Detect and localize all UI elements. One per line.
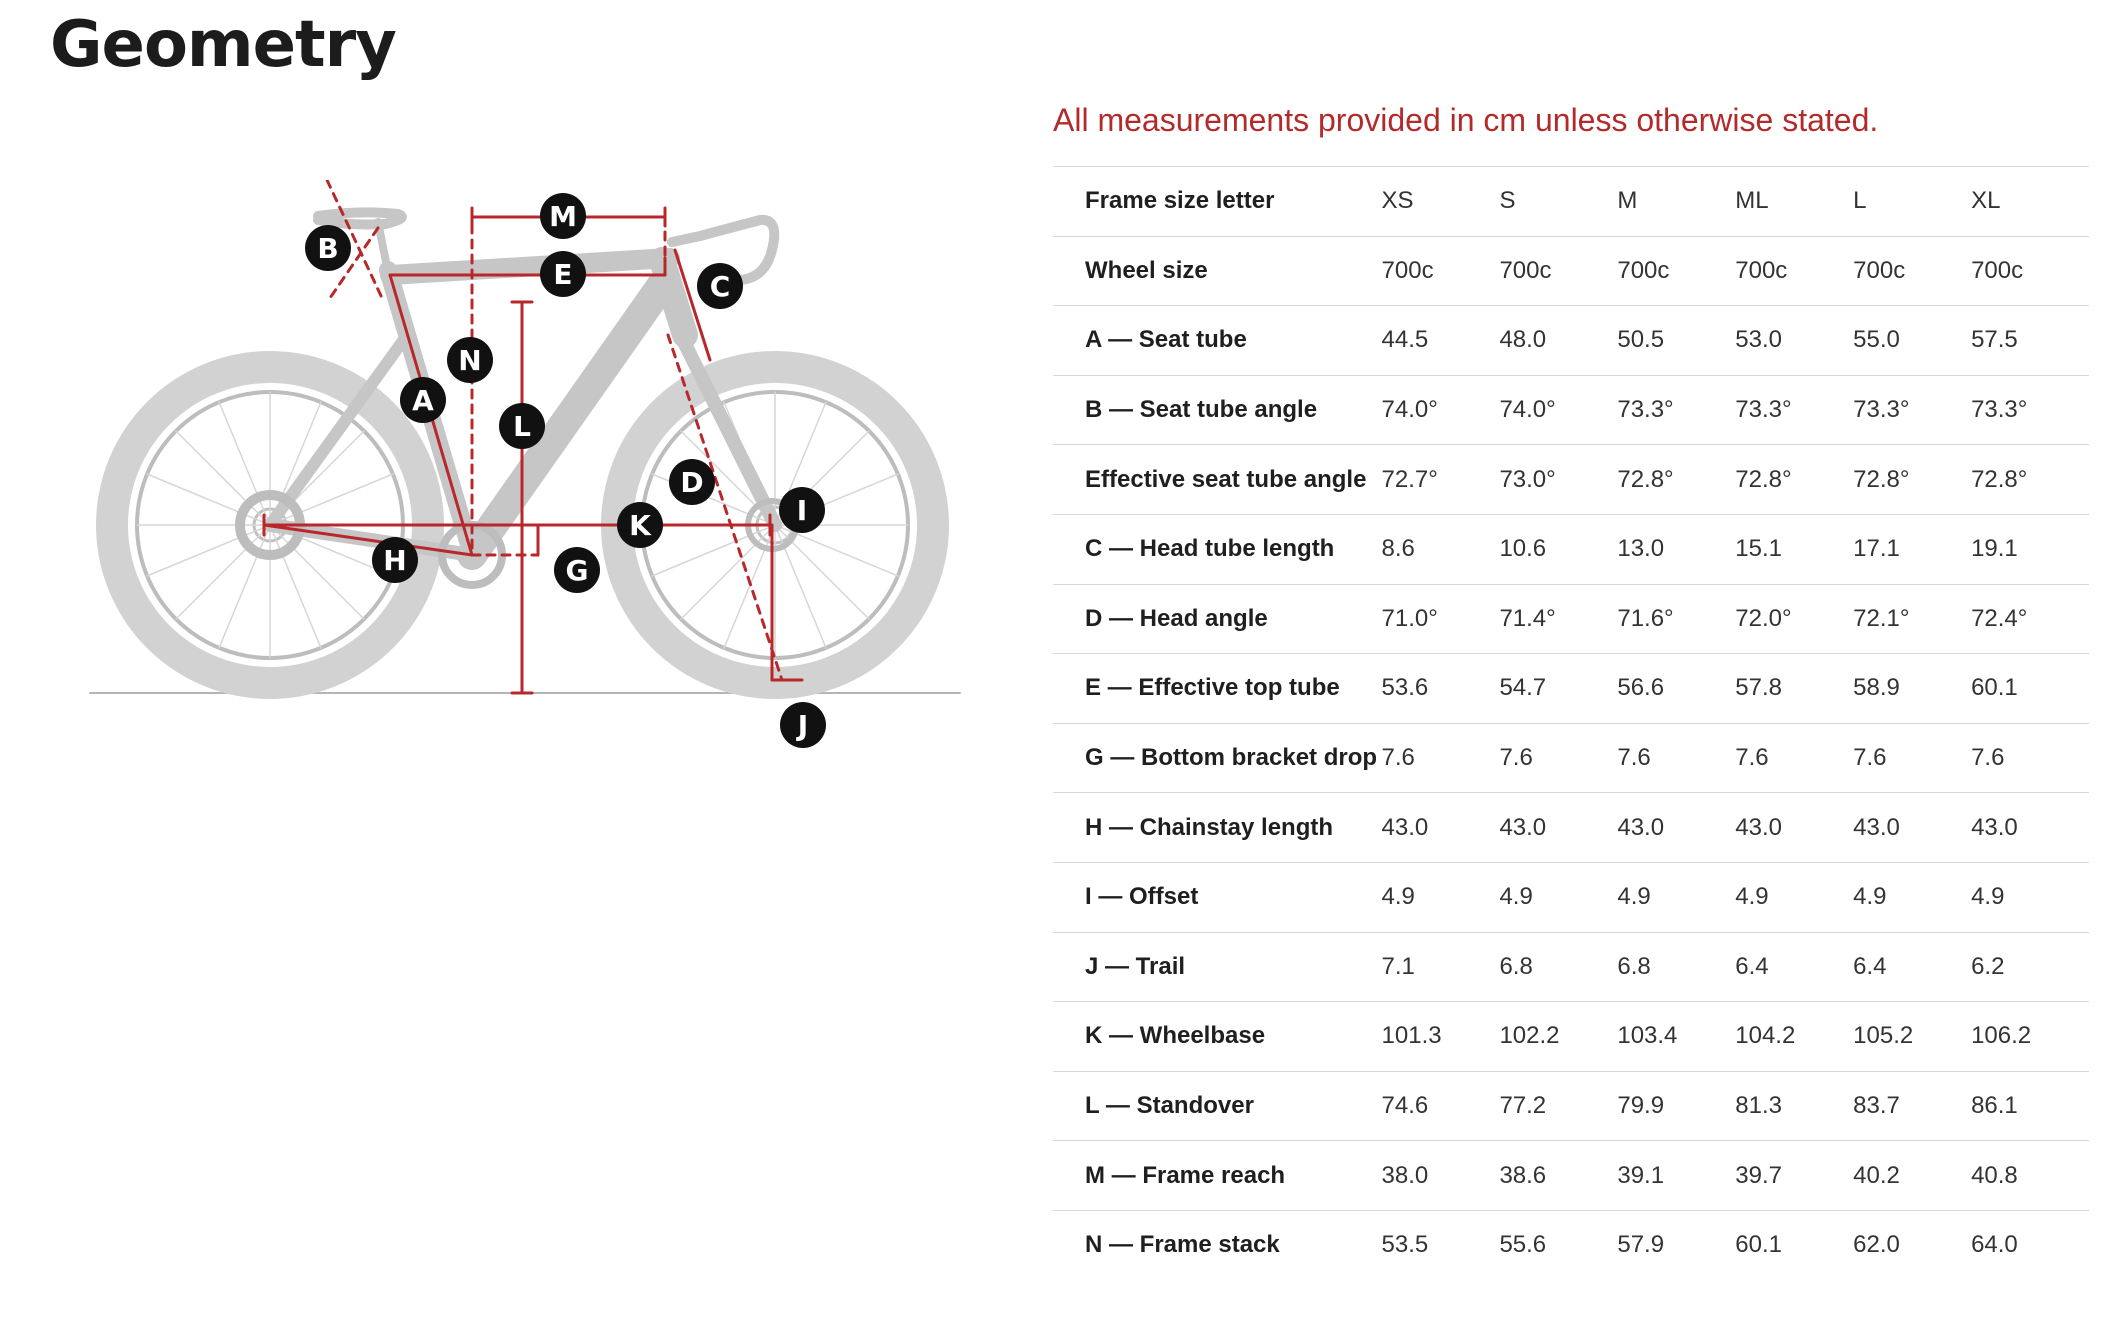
cell-value: 7.6: [1617, 744, 1651, 772]
page-title: Geometry: [50, 8, 396, 82]
cell-value: 77.2: [1499, 1092, 1547, 1120]
cell-value: 7.6: [1381, 744, 1415, 772]
cell-value: 103.4: [1617, 1022, 1678, 1050]
cell-value: 60.1: [1971, 674, 2018, 702]
row-label: G — Bottom bracket drop: [1085, 744, 1378, 772]
cell-value: 74.0°: [1499, 396, 1556, 424]
cell-value: 79.9: [1617, 1092, 1665, 1120]
cell-value: 72.8°: [1853, 465, 1910, 493]
svg-text:N: N: [458, 344, 482, 377]
geometry-table: [1053, 166, 2089, 1280]
marker-l: [499, 403, 545, 449]
cell-value: 6.4: [1735, 952, 1769, 980]
cell-value: 56.6: [1617, 674, 1665, 702]
cell-value: 44.5: [1381, 326, 1429, 354]
table-row: [1053, 654, 2089, 724]
cell-value: 53.0: [1735, 326, 1782, 354]
cell-value: 53.5: [1381, 1231, 1429, 1259]
cell-value: 7.6: [1735, 744, 1769, 772]
size-ml: ML: [1735, 187, 1769, 215]
row-label: D — Head angle: [1085, 604, 1268, 632]
cell-value: 700c: [1735, 256, 1788, 284]
row-label: B — Seat tube angle: [1085, 396, 1318, 424]
table-row: [1053, 306, 2089, 376]
svg-text:G: G: [565, 554, 589, 587]
size-l: L: [1853, 187, 1867, 215]
marker-k: [617, 502, 663, 548]
cell-value: 105.2: [1853, 1022, 1914, 1050]
cell-value: 57.9: [1617, 1231, 1665, 1259]
table-row: [1053, 1002, 2089, 1072]
cell-value: 58.9: [1853, 674, 1900, 702]
row-label: I — Offset: [1085, 883, 1199, 911]
cell-value: 50.5: [1617, 326, 1665, 354]
cell-value: 4.9: [1735, 883, 1769, 911]
marker-e: [540, 251, 586, 297]
cell-value: 10.6: [1499, 535, 1547, 563]
cell-value: 40.8: [1971, 1161, 2018, 1189]
cell-value: 38.6: [1499, 1161, 1547, 1189]
marker-m: [540, 193, 586, 239]
cell-value: 700c: [1499, 256, 1552, 284]
cell-value: 81.3: [1735, 1092, 1782, 1120]
cell-value: 102.2: [1499, 1022, 1560, 1050]
cell-value: 48.0: [1499, 326, 1547, 354]
row-label: E — Effective top tube: [1085, 674, 1340, 702]
cell-value: 106.2: [1971, 1022, 2032, 1050]
svg-text:A: A: [412, 384, 434, 417]
row-label: Effective seat tube angle: [1085, 465, 1367, 493]
marker-i: [779, 487, 825, 533]
table-row: [1053, 793, 2089, 863]
cell-value: 104.2: [1735, 1022, 1796, 1050]
cell-value: 72.0°: [1735, 604, 1792, 632]
cell-value: 73.3°: [1971, 396, 2028, 424]
table-row: [1053, 1071, 2089, 1141]
table-row: [1053, 445, 2089, 515]
cell-value: 73.3°: [1617, 396, 1674, 424]
cell-value: 64.0: [1971, 1231, 2018, 1259]
bike-geometry-diagram: [60, 180, 980, 780]
cell-value: 6.8: [1617, 952, 1651, 980]
cell-value: 6.4: [1853, 952, 1887, 980]
cell-value: 8.6: [1381, 535, 1415, 563]
table-header-row: [1053, 167, 2089, 237]
size-m: M: [1617, 187, 1638, 215]
marker-a: [400, 377, 446, 423]
cell-value: 72.4°: [1971, 604, 2028, 632]
cell-value: 83.7: [1853, 1092, 1900, 1120]
table-row: [1053, 723, 2089, 793]
cell-value: 39.7: [1735, 1161, 1782, 1189]
cell-value: 55.0: [1853, 326, 1900, 354]
cell-value: 55.6: [1499, 1231, 1547, 1259]
cell-value: 700c: [1617, 256, 1670, 284]
cell-value: 72.1°: [1853, 604, 1910, 632]
marker-b: [305, 225, 351, 271]
row-label: K — Wheelbase: [1085, 1022, 1266, 1050]
cell-value: 71.4°: [1499, 604, 1556, 632]
cell-value: 54.7: [1499, 674, 1547, 702]
marker-h: [372, 537, 418, 583]
cell-value: 60.1: [1735, 1231, 1782, 1259]
cell-value: 72.8°: [1617, 465, 1674, 493]
measurement-note: All measurements provided in cm unless otherwise stated.: [1053, 102, 1879, 138]
size-xl: XL: [1971, 187, 2001, 215]
marker-g: [554, 547, 600, 593]
cell-value: 39.1: [1617, 1161, 1665, 1189]
row-label: N — Frame stack: [1085, 1231, 1280, 1259]
svg-text:K: K: [629, 509, 651, 542]
cell-value: 19.1: [1971, 535, 2018, 563]
svg-text:B: B: [317, 232, 339, 265]
marker-n: [447, 337, 493, 383]
row-label: L — Standover: [1085, 1092, 1254, 1120]
cell-value: 13.0: [1617, 535, 1665, 563]
svg-text:I: I: [796, 494, 808, 527]
row-label: A — Seat tube: [1085, 326, 1247, 354]
svg-text:J: J: [797, 709, 809, 742]
cell-value: 62.0: [1853, 1231, 1900, 1259]
cell-value: 6.2: [1971, 952, 2005, 980]
size-s: S: [1499, 187, 1516, 215]
table-row: [1053, 1210, 2089, 1280]
cell-value: 74.6: [1381, 1092, 1429, 1120]
cell-value: 4.9: [1617, 883, 1651, 911]
cell-value: 40.2: [1853, 1161, 1900, 1189]
cell-value: 43.0: [1735, 813, 1782, 841]
cell-value: 700c: [1853, 256, 1906, 284]
cell-value: 4.9: [1499, 883, 1533, 911]
cell-value: 72.7°: [1381, 465, 1438, 493]
table-row: [1053, 584, 2089, 654]
cell-value: 17.1: [1853, 535, 1900, 563]
table-header-label: Frame size letter: [1085, 187, 1275, 215]
svg-text:L: L: [513, 410, 531, 443]
table-row: [1053, 932, 2089, 1002]
svg-text:C: C: [709, 270, 731, 303]
table-row: [1053, 375, 2089, 445]
cell-value: 43.0: [1381, 813, 1429, 841]
table-row: [1053, 1141, 2089, 1211]
cell-value: 72.8°: [1735, 465, 1792, 493]
marker-d: [669, 459, 715, 505]
svg-text:D: D: [680, 466, 704, 499]
cell-value: 4.9: [1853, 883, 1887, 911]
cell-value: 4.9: [1971, 883, 2005, 911]
cell-value: 53.6: [1381, 674, 1429, 702]
svg-text:M: M: [549, 200, 577, 233]
row-label: M — Frame reach: [1085, 1161, 1286, 1189]
cell-value: 71.6°: [1617, 604, 1674, 632]
cell-value: 74.0°: [1381, 396, 1438, 424]
marker-c: [697, 263, 743, 309]
cell-value: 73.3°: [1735, 396, 1792, 424]
cell-value: 7.6: [1499, 744, 1533, 772]
cell-value: 4.9: [1381, 883, 1415, 911]
cell-value: 43.0: [1971, 813, 2018, 841]
cell-value: 7.6: [1971, 744, 2005, 772]
cell-value: 6.8: [1499, 952, 1533, 980]
cell-value: 7.6: [1853, 744, 1887, 772]
cell-value: 73.0°: [1499, 465, 1556, 493]
row-label: H — Chainstay length: [1085, 813, 1334, 841]
cell-value: 43.0: [1499, 813, 1547, 841]
cell-value: 57.5: [1971, 326, 2018, 354]
table-row: [1053, 236, 2089, 306]
table-row: [1053, 514, 2089, 584]
svg-text:E: E: [553, 258, 573, 291]
cell-value: 38.0: [1381, 1161, 1429, 1189]
cell-value: 86.1: [1971, 1092, 2018, 1120]
cell-value: 700c: [1971, 256, 2024, 284]
cell-value: 71.0°: [1381, 604, 1438, 632]
cell-value: 15.1: [1735, 535, 1782, 563]
svg-text:H: H: [383, 544, 407, 577]
table-row: [1053, 862, 2089, 932]
row-label: J — Trail: [1085, 952, 1186, 980]
marker-j: [780, 702, 826, 748]
row-label: C — Head tube length: [1085, 535, 1335, 563]
row-label: Wheel size: [1085, 256, 1208, 284]
cell-value: 101.3: [1381, 1022, 1442, 1050]
cell-value: 700c: [1381, 256, 1434, 284]
cell-value: 43.0: [1617, 813, 1665, 841]
size-xs: XS: [1381, 187, 1414, 215]
cell-value: 57.8: [1735, 674, 1782, 702]
cell-value: 43.0: [1853, 813, 1900, 841]
cell-value: 72.8°: [1971, 465, 2028, 493]
cell-value: 73.3°: [1853, 396, 1910, 424]
cell-value: 7.1: [1381, 952, 1415, 980]
